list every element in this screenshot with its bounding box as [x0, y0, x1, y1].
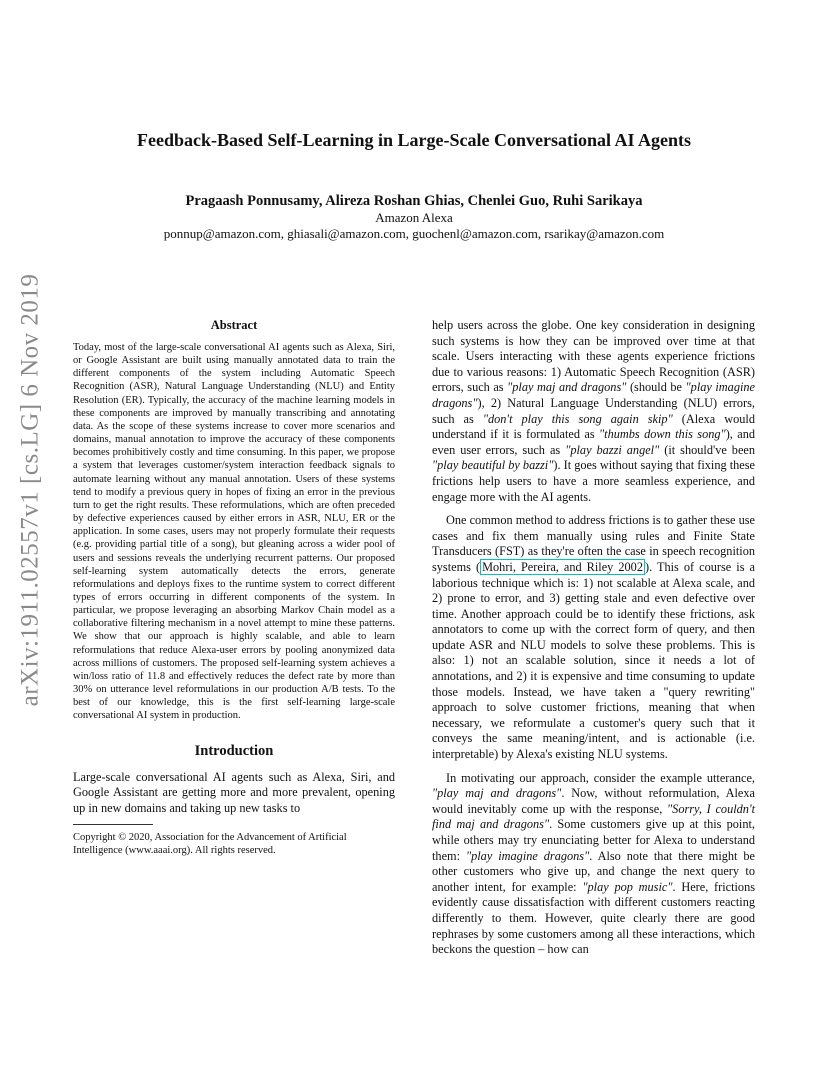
paper-title: Feedback-Based Self-Learning in Large-Scale Conversational AI Agents — [137, 130, 691, 150]
copyright-notice: Copyright © 2020, Association for the Advancement of Artificial Intelligence (www.aaai.org). All rights reserved. — [73, 832, 347, 857]
example-query: "thumbs down this song" — [599, 427, 726, 442]
introduction-heading: Introduction — [194, 742, 274, 759]
example-query: "play beautiful by bazzi" — [432, 458, 554, 473]
right-column — [432, 318, 755, 958]
example-query: "play maj and dragons" — [507, 380, 627, 395]
abstract-heading: Abstract — [210, 318, 258, 332]
author-list: Pragaash Ponnusamy, Alireza Roshan Ghias, Chenlei Guo, Ruhi Sarikaya — [185, 193, 643, 209]
arxiv-id: arXiv:1911.02557v1 [cs.LG] 6 Nov 2019 — [16, 273, 44, 707]
author-emails: ponnup@amazon.com, ghiasali@amazon.com, guochenl@amazon.com, rsarikay@amazon.com — [163, 226, 665, 241]
example-query: "play bazzi angel" — [565, 442, 660, 457]
paragraph-motivation: In motivating our approach, consider the example utterance, "play maj and dragons". Now, without reformulation, Alexa would inevitably come up with the response, "Sorry, I couldn't find maj and dragons". Some customers give up at this point, while others may try enunciating better for Alexa to understand them: "play imagine dragons". Also note that there might be other customers who give up, and change the next query to another intent, for example: "play pop music". Here, frictions evidently cause dissatisfaction with different customers reacting differently to them. However, quite clearly there are good rephrases by some customers among all these interactions, which beckons the question – how can — [432, 770, 756, 957]
example-query: "don't play this song again skip" — [482, 411, 673, 426]
left-column — [73, 318, 395, 857]
example-query: "play imagine dragons" — [432, 380, 755, 410]
example-query: "play imagine dragons" — [465, 848, 590, 863]
arxiv-stamp — [0, 273, 60, 707]
example-response: "Sorry, I couldn't find maj and dragons" — [432, 801, 755, 832]
abstract-text: Today, most of the large-scale conversational AI agents such as Alexa, Siri, or Google Assistant are built using manually annotated data to train the different components of the system including Automatic Speech Recognition (ASR), Natural Language Understanding (NLU) and Entity Resolution (ER). Typically, the accuracy of the machine learning models in these components are improved by manually transcribing and annotating data. As the scope of these systems increase to cover more scenarios and domains, manual annotation to improve the accuracy of these components becomes prohibitively costly and time consuming. In this paper, we propose a system that leverages customer/system interaction feedback signals to automate learning without any manual annotation. Users of these systems tend to modify a previous query in hopes of fixing an error in the previous turn to get the right results. These reformulations, which are often preceded by defective experiences caused by either errors in ASR, NLU, ER or the application. In some cases, users may not properly formulate their requests (e.g. providing partial title of a song), but gleaning across a wider pool of users and sessions reveals the underlying recurrent patterns. Our proposed self-learning system automatically detects the errors, generate reformulations and deploys fixes to the runtime system to correct different types of errors occurring in different components of the system. In particular, we propose leveraging an absorbing Markov Chain model as a collaborative filtering mechanism in a novel attempt to mine these patterns. We show that our approach is highly scalable, and able to learn reformulations that reduce Alexa-user errors by pooling anonymized data across millions of customers. The proposed self-learning system achieves a win/loss ratio of 11.8 and effectively reduces the defect rate by more than 30% on utterance level reformulations in our production A/B tests. To the best of our knowledge, this is the first self-learning large-scale conversational AI system in production. — [73, 342, 395, 722]
footnote-rule — [73, 824, 153, 825]
paragraph-frictions: help users across the globe. One key consideration in designing such systems is how they can be improved over time at that scale. Users interacting with these agents experience frictions due to various reasons: 1) Automatic Speech Recognition (ASR) errors, such as "play maj and dragons" (should be "play imagine dragons"), 2) Natural Language Understanding (NLU) errors, such as "don't play this song again skip" (Alexa would understand if it is formulated as "thumbs down this song"), and even user errors, such as "play bazzi angel" (it should've been "play beautiful by bazzi"). It goes without saying that fixing these frictions help users to have a more seamless experience, and engage more with the AI agents. — [432, 318, 756, 504]
example-query: "play maj and dragons" — [432, 786, 562, 801]
example-query: "play pop music" — [582, 879, 673, 894]
introduction-text: Large-scale conversational AI agents such as Alexa, Siri, and Google Assistant are getting more and more prevalent, opening up in new domains and taking up new tasks to — [73, 769, 395, 815]
paragraph-methods: One common method to address frictions is to gather these use cases and fix them manually using rules and Finite State Transducers (FST) as they're often the case in speech recognition systems ( Mohri, Pereira, and Riley 2002 ). This of course is a laborious technique which is: 1) not scalable at Alexa scale, and 2) prone to error, and 3) getting stale and even defective over time. Another approach could be to identify these frictions, ask annotators to come up with the correct form of query, and then update ASR and NLU models to solve these problems. This is also: 1) not an scalable solution, since it needs a lot of annotations, and 2) it is expensive and time consuming to update those models. Instead, we have taken a "query rewriting" approach to solve customer frictions, meaning that when necessary, we reformulate a customer's query such that it conveys the same meaning/intent, and is actionable (i.e. interpretable) by Alexa's existing NLU systems. — [432, 513, 755, 762]
affiliation: Amazon Alexa — [375, 210, 453, 225]
citation-link[interactable]: Mohri, Pereira, and Riley 2002 — [482, 559, 643, 574]
